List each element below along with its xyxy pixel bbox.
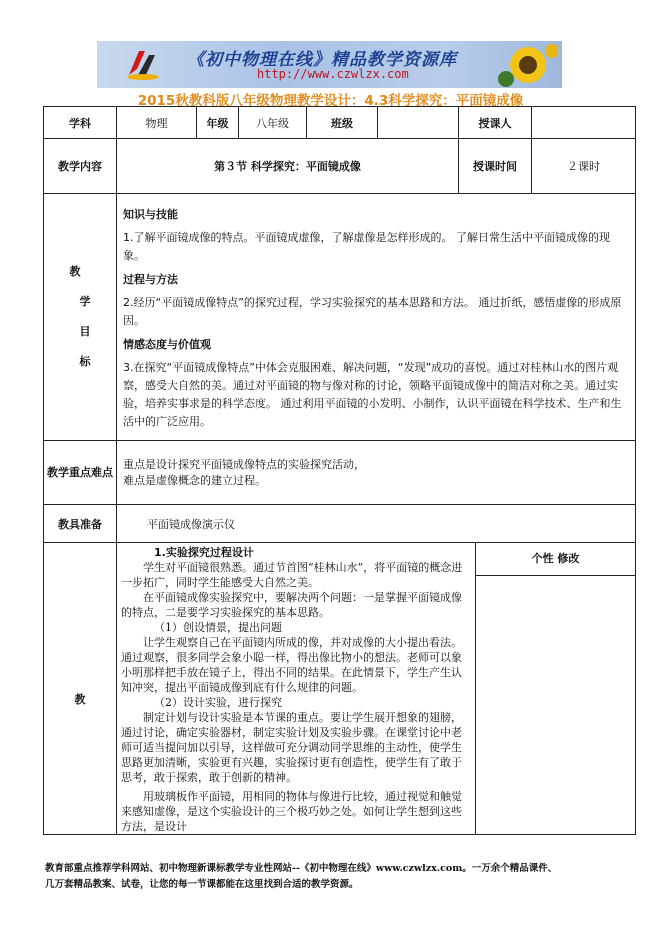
- goal-heading-process: 过程与方法: [123, 273, 178, 286]
- logo-icon: [125, 47, 161, 81]
- step1-title: （1）创设情景，提出问题: [154, 621, 282, 634]
- focus-difficulty: 难点是虚像概念的建立过程。: [123, 473, 266, 487]
- sunflower-icon: [498, 43, 558, 87]
- document-title: 2015秋教科版八年级物理教学设计：4.3科学探究：平面镜成像: [137, 93, 524, 109]
- goal-heading-attitude: 情感态度与价值观: [123, 338, 211, 351]
- content-value: 第３节 科学探究：平面镜成像: [117, 139, 459, 194]
- subject-value: 物理: [117, 107, 197, 139]
- revision-header: 个性 修改: [476, 543, 635, 576]
- teaching-process: [117, 543, 476, 835]
- class-value: [378, 107, 459, 139]
- step2-text2: 用玻璃板作平面镜，用相同的物体与像进行比较，通过视觉和触觉来感知虚像，是这个实验设计的三个极巧妙之处。如何让学生想到这些方法，是设计: [121, 790, 462, 833]
- banner-title: 《初中物理在线》精品教学资源库: [187, 50, 457, 70]
- grade-value: 八年级: [239, 107, 307, 139]
- teaching-label: 教: [44, 543, 117, 835]
- paragraph-problems: 在平面镜成像实验探究中，要解决两个问题：一是掌握平面镜成像的特点，二是要学习实验探究的基本思路。: [121, 591, 462, 619]
- lesson-plan-table: [43, 106, 636, 835]
- footer-note: [45, 861, 635, 893]
- step1-text: 让学生观察自己在平面镜内所成的像，并对成像的大小提出看法。通过观察，很多同学会象小聪一样，得出像比物小的想法。老师可以象小明那样把手放在镜子上，得出不同的结果。在此情景下，学生产生认知冲突，提出平面镜成像到底有什么规律的问题。: [121, 636, 462, 694]
- focus-label: 教学重点难点: [44, 441, 117, 505]
- step2-title: （2）设计实验，进行探究: [154, 696, 282, 709]
- revision-column: [476, 543, 636, 835]
- header-banner: [97, 41, 562, 88]
- footer-line-1: 教育部重点推荐学科网站、初中物理新课标教学专业性网站--《初中物理在线》www.czwlzx.com。一万余个精品课件、: [45, 863, 558, 874]
- goal-text-knowledge: 1.了解平面镜成像的特点。平面镜成虚像，了解虚像是怎样形成的。 了解日常生活中平面镜成像的现象。: [123, 231, 610, 262]
- subject-label: 学科: [44, 107, 117, 139]
- tools-value: 平面镜成像演示仪: [117, 505, 636, 543]
- tools-label: 教具准备: [44, 505, 117, 543]
- time-value: ２课时: [532, 139, 636, 194]
- focus-key-point: 重点是设计探究平面镜成像特点的实验探究活动，: [123, 457, 365, 471]
- content-label: 教学内容: [44, 139, 117, 194]
- section-title: 1.实验探究过程设计: [154, 546, 254, 559]
- class-label: 班级: [307, 107, 378, 139]
- grade-label: 年级: [197, 107, 239, 139]
- goal-text-attitude: 3.在探究“平面镜成像特点”中体会克服困难、解决问题，“发现”成功的喜悦。通过对桂林山水的图片观察，感受大自然的美。通过对平面镜的物与像对称的讨论，领略平面镜成像中的简洁对称之美。通过实验，培养实事求是的科学态度。 通过利用平面镜的小发明、小制作，认识平面镜在科学技术、生产和生活中的广泛应用。: [123, 361, 622, 428]
- goals-label: 教 学 目 标: [44, 194, 117, 441]
- banner-url[interactable]: http://www.czwlzx.com: [257, 67, 409, 81]
- time-label: 授课时间: [459, 139, 532, 194]
- teacher-value: [532, 107, 636, 139]
- footer-line-2: 几万套精品教案、试卷，让您的每一节课都能在这里找到合适的教学资源。: [45, 879, 359, 890]
- paragraph-intro: 学生对平面镜很熟悉。通过节首图“桂林山水”，将平面镜的概念进一步拓广，同时学生能感受大自然之美。: [121, 561, 463, 589]
- teacher-label: 授课人: [459, 107, 532, 139]
- goal-text-process: 2.经历“平面镜成像特点”的探究过程，学习实验探究的基本思路和方法。 通过折纸，感悟虚像的形成原因。: [123, 296, 622, 327]
- goals-content: [117, 194, 636, 441]
- goal-heading-knowledge: 知识与技能: [123, 208, 178, 221]
- step2-text: 制定计划与设计实验是本节课的重点。要让学生展开想象的翅膀，通过讨论，确定实验器材，制定实验计划及实验步骤。在课堂讨论中老师可适当提问加以引导，这样做可充分调动同学思维的主动性，使学生思路更加清晰，实验更有兴趣，实验探讨更有创造性，使学生有了敢于思考，敢于探索，敢于创新的精神。: [121, 711, 462, 784]
- focus-content: [117, 441, 636, 505]
